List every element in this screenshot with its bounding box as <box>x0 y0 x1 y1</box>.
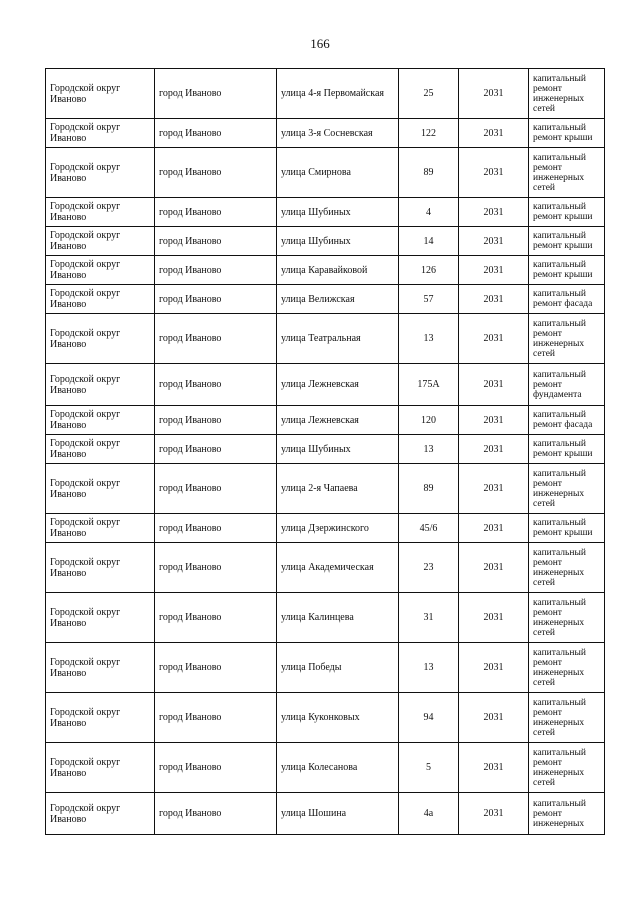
district-cell: Городской округ Иваново <box>46 793 155 835</box>
street-cell: улица Калинцева <box>277 593 399 643</box>
city-cell: город Иваново <box>155 406 277 435</box>
table-row <box>46 543 605 593</box>
house-cell: 4 <box>399 198 459 227</box>
house-cell: 89 <box>399 464 459 514</box>
district-cell: Городской округ Иваново <box>46 227 155 256</box>
house-cell: 94 <box>399 693 459 743</box>
work-type-cell: капитальный ремонт инженерных сетей <box>529 643 605 693</box>
house-cell: 4а <box>399 793 459 835</box>
street-cell: улица Победы <box>277 643 399 693</box>
work-type-cell: капитальный ремонт крыши <box>529 198 605 227</box>
work-type-cell: капитальный ремонт инженерных <box>529 793 605 835</box>
city-cell: город Иваново <box>155 514 277 543</box>
work-type-cell: капитальный ремонт инженерных сетей <box>529 693 605 743</box>
work-type-cell: капитальный ремонт инженерных сетей <box>529 69 605 119</box>
city-cell: город Иваново <box>155 198 277 227</box>
work-type-cell: капитальный ремонт инженерных сетей <box>529 543 605 593</box>
work-type-cell: капитальный ремонт инженерных сетей <box>529 148 605 198</box>
city-cell: город Иваново <box>155 435 277 464</box>
city-cell: город Иваново <box>155 314 277 364</box>
table-row <box>46 593 605 643</box>
district-cell: Городской округ Иваново <box>46 119 155 148</box>
house-cell: 31 <box>399 593 459 643</box>
house-cell: 120 <box>399 406 459 435</box>
table-row <box>46 256 605 285</box>
street-cell: улица 4-я Первомайская <box>277 69 399 119</box>
city-cell: город Иваново <box>155 148 277 198</box>
work-type-cell: капитальный ремонт крыши <box>529 435 605 464</box>
work-type-cell: капитальный ремонт инженерных сетей <box>529 464 605 514</box>
house-cell: 89 <box>399 148 459 198</box>
city-cell: город Иваново <box>155 464 277 514</box>
street-cell: улица Каравайковой <box>277 256 399 285</box>
table-row <box>46 148 605 198</box>
city-cell: город Иваново <box>155 69 277 119</box>
house-cell: 13 <box>399 314 459 364</box>
year-cell: 2031 <box>459 256 529 285</box>
table-row <box>46 514 605 543</box>
street-cell: улица Шошина <box>277 793 399 835</box>
work-type-cell: капитальный ремонт крыши <box>529 227 605 256</box>
house-cell: 13 <box>399 435 459 464</box>
district-cell: Городской округ Иваново <box>46 643 155 693</box>
house-cell: 45/6 <box>399 514 459 543</box>
table-row <box>46 69 605 119</box>
district-cell: Городской округ Иваново <box>46 435 155 464</box>
year-cell: 2031 <box>459 364 529 406</box>
year-cell: 2031 <box>459 119 529 148</box>
district-cell: Городской округ Иваново <box>46 543 155 593</box>
district-cell: Городской округ Иваново <box>46 285 155 314</box>
street-cell: улица Колесанова <box>277 743 399 793</box>
registry-table <box>45 68 605 835</box>
year-cell: 2031 <box>459 148 529 198</box>
year-cell: 2031 <box>459 285 529 314</box>
house-cell: 122 <box>399 119 459 148</box>
work-type-cell: капитальный ремонт инженерных сетей <box>529 593 605 643</box>
district-cell: Городской округ Иваново <box>46 593 155 643</box>
house-cell: 175А <box>399 364 459 406</box>
city-cell: город Иваново <box>155 593 277 643</box>
city-cell: город Иваново <box>155 643 277 693</box>
work-type-cell: капитальный ремонт инженерных сетей <box>529 743 605 793</box>
house-cell: 13 <box>399 643 459 693</box>
district-cell: Городской округ Иваново <box>46 693 155 743</box>
city-cell: город Иваново <box>155 285 277 314</box>
street-cell: улица Куконковых <box>277 693 399 743</box>
year-cell: 2031 <box>459 69 529 119</box>
street-cell: улица Смирнова <box>277 148 399 198</box>
district-cell: Городской округ Иваново <box>46 364 155 406</box>
street-cell: улица Шубиных <box>277 227 399 256</box>
house-cell: 126 <box>399 256 459 285</box>
year-cell: 2031 <box>459 693 529 743</box>
table-row <box>46 464 605 514</box>
city-cell: город Иваново <box>155 743 277 793</box>
table-row <box>46 793 605 835</box>
street-cell: улица 2-я Чапаева <box>277 464 399 514</box>
year-cell: 2031 <box>459 793 529 835</box>
district-cell: Городской округ Иваново <box>46 314 155 364</box>
street-cell: улица Велижская <box>277 285 399 314</box>
year-cell: 2031 <box>459 464 529 514</box>
year-cell: 2031 <box>459 514 529 543</box>
city-cell: город Иваново <box>155 256 277 285</box>
district-cell: Городской округ Иваново <box>46 256 155 285</box>
table-row <box>46 693 605 743</box>
table-row <box>46 435 605 464</box>
year-cell: 2031 <box>459 198 529 227</box>
table-row <box>46 119 605 148</box>
city-cell: город Иваново <box>155 543 277 593</box>
city-cell: город Иваново <box>155 227 277 256</box>
table-row <box>46 198 605 227</box>
table-row <box>46 406 605 435</box>
street-cell: улица 3-я Сосневская <box>277 119 399 148</box>
street-cell: улица Лежневская <box>277 364 399 406</box>
street-cell: улица Театральная <box>277 314 399 364</box>
street-cell: улица Шубиных <box>277 198 399 227</box>
work-type-cell: капитальный ремонт крыши <box>529 256 605 285</box>
work-type-cell: капитальный ремонт фасада <box>529 285 605 314</box>
work-type-cell: капитальный ремонт фасада <box>529 406 605 435</box>
table-row <box>46 314 605 364</box>
house-cell: 5 <box>399 743 459 793</box>
table-row <box>46 364 605 406</box>
work-type-cell: капитальный ремонт инженерных сетей <box>529 314 605 364</box>
year-cell: 2031 <box>459 435 529 464</box>
district-cell: Городской округ Иваново <box>46 743 155 793</box>
year-cell: 2031 <box>459 406 529 435</box>
table-row <box>46 743 605 793</box>
city-cell: город Иваново <box>155 693 277 743</box>
city-cell: город Иваново <box>155 793 277 835</box>
year-cell: 2031 <box>459 643 529 693</box>
year-cell: 2031 <box>459 593 529 643</box>
street-cell: улица Шубиных <box>277 435 399 464</box>
work-type-cell: капитальный ремонт крыши <box>529 119 605 148</box>
table-row <box>46 227 605 256</box>
year-cell: 2031 <box>459 227 529 256</box>
year-cell: 2031 <box>459 743 529 793</box>
district-cell: Городской округ Иваново <box>46 148 155 198</box>
table-row <box>46 643 605 693</box>
city-cell: город Иваново <box>155 119 277 148</box>
street-cell: улица Дзержинского <box>277 514 399 543</box>
house-cell: 14 <box>399 227 459 256</box>
work-type-cell: капитальный ремонт крыши <box>529 514 605 543</box>
street-cell: улица Лежневская <box>277 406 399 435</box>
district-cell: Городской округ Иваново <box>46 514 155 543</box>
table-row <box>46 285 605 314</box>
street-cell: улица Академическая <box>277 543 399 593</box>
work-type-cell: капитальный ремонт фундамента <box>529 364 605 406</box>
house-cell: 23 <box>399 543 459 593</box>
city-cell: город Иваново <box>155 364 277 406</box>
page-number: 166 <box>310 36 330 51</box>
district-cell: Городской округ Иваново <box>46 464 155 514</box>
district-cell: Городской округ Иваново <box>46 198 155 227</box>
year-cell: 2031 <box>459 543 529 593</box>
house-cell: 57 <box>399 285 459 314</box>
year-cell: 2031 <box>459 314 529 364</box>
house-cell: 25 <box>399 69 459 119</box>
district-cell: Городской округ Иваново <box>46 406 155 435</box>
district-cell: Городской округ Иваново <box>46 69 155 119</box>
